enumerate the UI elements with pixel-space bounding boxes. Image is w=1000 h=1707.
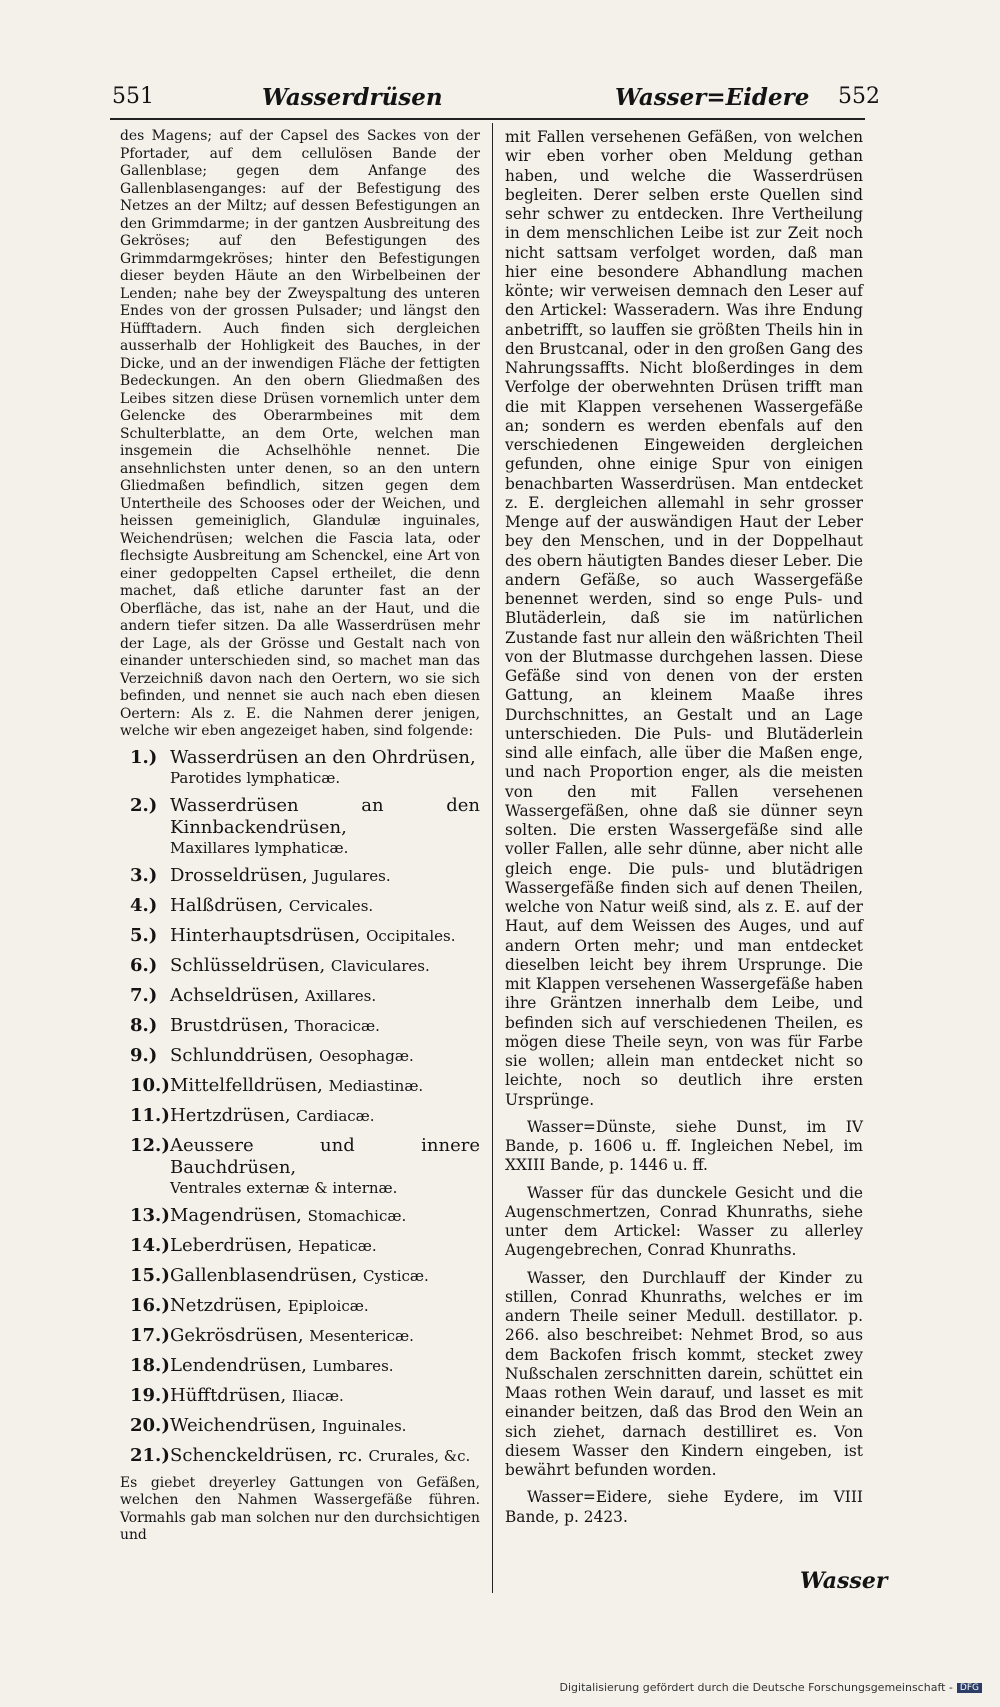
- gland-list-item: [120, 1445, 480, 1467]
- list-item-number: 12.): [130, 1134, 170, 1156]
- gland-list-item: [120, 1325, 480, 1347]
- list-item-number: 1.): [130, 746, 158, 768]
- gland-list-item: [120, 955, 480, 977]
- list-item-name: Lendendrüsen,: [170, 1354, 307, 1376]
- gland-list: [120, 747, 480, 1467]
- right-column: [505, 128, 863, 1527]
- list-item-name: Wasserdrüsen an den Kinnbackendrüsen,: [170, 794, 480, 838]
- left-outro-paragraph: Es giebet dreyerley Gattungen von Gefäßen, welchen den Nahmen Wassergefäße führen. Vormahls gab man solchen nur den durchsichtigen und: [120, 1474, 480, 1543]
- list-item-latin: Mesentericæ.: [309, 1326, 414, 1345]
- entry-wasser-duenste: Wasser=Dünste, siehe Dunst, im IV Bande, p. 1606 u. ff. Ingleichen Nebel, im XXIII Bande, p. 1446 u. ff.: [505, 1117, 863, 1175]
- entry-wasser-eidere: Wasser=Eidere, siehe Eydere, im VIII Bande, p. 2423.: [505, 1488, 863, 1526]
- list-item-name: Hüfftdrüsen,: [170, 1384, 287, 1406]
- left-intro-paragraph: des Magens; auf der Capsel des Sackes von der Pfortader, auf dem cellulösen Bande der Gallenblase; gegen dem Anfange des Gallenblasenganges: auf der Befestigung des Netzes an der Miltz; auf dessen Befestigungen an den Grimmdarme; in der gantzen Ausbreitung des Gekröses; auf den Befestigungen des Grimmdarmgekröses; hinter den Befestigungen dieser beyden Häute an den Wirbelbeinen der Lenden; nahe bey der Zweyspaltung des unteren Endes von der grossen Pulsader; und längst den Hüfftadern. Auch finden sich dergleichen ausserhalb der Hohligkeit des Bauches, in der Dicke, und an der inwendigen Fläche der fettigten Bedeckungen. An den obern Gliedmaßen des Leibes sitzen diese Drüsen vornemlich unter dem Gelencke des Oberarmbeines mit dem Schulterblatte, an dem Orte, welchen man insgemein die Achselhöhle nennet. Die ansehnlichsten unter denen, so an den untern Gliedmaßen befindlich, sitzen gegen dem Untertheile des Schooses oder der Weichen, und heissen gemeiniglich, Glandulæ inguinales, Weichendrüsen; welchen die Fascia lata, oder flechsigte Ausbreitung am Schenckel, eine Art von einer gedoppelten Capsel ertheilet, die denn machet, daß etliche darunter fast an der Oberfläche, das ist, nahe an der Haut, und die andern tiefer sitzen. Da alle Wasserdrüsen mehr der Lage, als der Grösse und Gestalt nach von einander unterschieden sind, so machet man das Verzeichniß davon nach den Oertern, wo sie sich befinden, und nennet sie auch nach eben diesen Oertern: Als z. E. die Nahmen derer jenigen, welche wir eben angezeiget haben, sind folgende:: [120, 128, 480, 739]
- gland-list-item: [120, 1385, 480, 1407]
- gland-list-item: [120, 1235, 480, 1257]
- list-item-latin: Hepaticæ.: [298, 1236, 377, 1255]
- list-item-latin: Maxillares lymphaticæ.: [170, 838, 349, 857]
- gland-list-item: [120, 1205, 480, 1227]
- dfg-logo: DFG: [957, 1683, 982, 1693]
- list-item-number: 6.): [130, 954, 158, 976]
- list-item-number: 9.): [130, 1044, 158, 1066]
- list-item-number: 7.): [130, 984, 158, 1006]
- list-item-latin: Claviculares.: [330, 956, 430, 975]
- list-item-number: 2.): [130, 794, 158, 816]
- list-item-number: 13.): [130, 1204, 170, 1226]
- left-column: [120, 128, 480, 1545]
- entry-wasser-durchlauff: Wasser, den Durchlauff der Kinder zu stillen, Conrad Khunraths, welches er im andern Theile seiner Medull. destillator. p. 266. also beschreibet: Nehmet Brod, so aus dem Backofen frisch kommt, stecket zwey Nußschalen zerschnitten darein, schüttet ein Maas rothen Wein darauf, und lasset es mit einander beitzen, daß das Brod den Wein an sich ziehet, darnach destilliret es. Von diesem Wasser den Kindern eingeben, ist bewährt befunden worden.: [505, 1268, 863, 1479]
- list-item-latin: Occipitales.: [366, 926, 456, 945]
- list-item-latin: Thoracicæ.: [294, 1016, 380, 1035]
- list-item-number: 5.): [130, 924, 158, 946]
- gland-list-item: [120, 1075, 480, 1097]
- catchword: Wasser: [800, 1568, 888, 1594]
- list-item-number: 18.): [130, 1354, 170, 1376]
- gland-list-item: [120, 1415, 480, 1437]
- entry-wasser-dunckele-gesicht: Wasser für das dunckele Gesicht und die Augenschmertzen, Conrad Khunraths, siehe unter dem Artickel: Wasser zu allerley Augengebrechen, Conrad Khunraths.: [505, 1183, 863, 1260]
- gland-list-item: [120, 747, 480, 787]
- right-running-title: Wasser=Eidere: [615, 84, 810, 111]
- list-item-number: 17.): [130, 1324, 170, 1346]
- right-page-number: 552: [838, 84, 880, 109]
- list-item-number: 20.): [130, 1414, 170, 1436]
- list-item-latin: Crurales, &c.: [368, 1446, 471, 1465]
- list-item-name: Schlunddrüsen,: [170, 1044, 314, 1066]
- list-item-latin: Oesophagæ.: [319, 1046, 414, 1065]
- list-item-latin: Cysticæ.: [363, 1266, 429, 1285]
- list-item-number: 8.): [130, 1014, 158, 1036]
- list-item-latin: Mediastinæ.: [328, 1076, 424, 1095]
- left-running-title: Wasserdrüsen: [262, 84, 443, 111]
- column-divider: [492, 123, 493, 1593]
- list-item-latin: Cardiacæ.: [296, 1106, 375, 1125]
- list-item-name: Weichendrüsen,: [170, 1414, 317, 1436]
- list-item-latin: Axillares.: [304, 986, 377, 1005]
- right-continuation-paragraph: mit Fallen versehenen Gefäßen, von welchen wir eben vorher oben Meldung gethan haben, und welche die Wasserdrüsen begleiten. Derer selben erste Quellen sind sehr schwer zu entdecken. Ihre Vertheilung in dem menschlichen Leibe ist zur Zeit noch nicht sattsam verfolget worden, daß man hier eine besondere Abhandlung machen könte; wir verweisen demnach den Leser auf den Artickel: Wasseradern. Was ihre Endung anbetrifft, so lauffen sie größten Theils hin in den Brustcanal, oder in den großen Gang des Nahrungssaffts. Nicht bloßerdinges in dem Verfolge der oberwehnten Drüsen trifft man die mit Klappen versehenen Wassergefäße an; sondern es werden ebenfals auf den verschiedenen Eingeweiden dergleichen gefunden, ohne einige Spur von einigen benachbarten Wasserdrüsen. Man entdecket z. E. dergleichen allemahl in sehr grosser Menge auf der auswändigen Haut der Leber bey den Menschen, und in der Doppelhaut des obern häutigten Bandes dieser Leber. Die andern Gefäße, so auch Wassergefäße benennet werden, sind so enge Puls- und Blutäderlein, daß sie im natürlichen Zustande fast nur allein den wäßrichten Theil von der Blutmasse durchgehen lassen. Diese Gefäße sind von denen von der ersten Gattung, an kleinem Maaße ihres Durchschnittes, an Gestalt und an Lage unterschieden. Die Puls- und Blutäderlein sind alle einfach, alle über die Maßen enge, und nach Proportion enger, als die meisten von den mit Fallen versehenen Wassergefäßen, ohne daß sie dünner seyn solten. Die ersten Wassergefäße sind alle voller Fallen, alle sehr dünne, aber nicht alle gleich enge. Die puls- und blutädrigen Wassergefäße finden sich auf denen Theilen, welche von Natur weiß sind, als z. E. auf der Haut, auf dem Weissen des Auges, und auf andern Orten mehr; und man entdecket dieselben leicht bey ihrem Ursprunge. Die mit Klappen versehenen Wassergefäße haben ihre Gräntzen innerhalb dem Leibe, und befinden sich auf verschiedenen Theilen, es mögen diese Theile seyn, von was für Farbe sie wollen; allein man entdecket nicht so leichte, noch so deutlich ihre ersten Ursprünge.: [505, 128, 863, 1109]
- list-item-number: 19.): [130, 1384, 170, 1406]
- list-item-name: Halßdrüsen,: [170, 894, 284, 916]
- list-item-name: Aeussere und innere Bauchdrüsen,: [170, 1134, 480, 1178]
- list-item-name: Achseldrüsen,: [170, 984, 300, 1006]
- list-item-number: 11.): [130, 1104, 170, 1126]
- gland-list-item: [120, 795, 480, 857]
- list-item-name: Netzdrüsen,: [170, 1294, 283, 1316]
- list-item-name: Schenckeldrüsen, rc.: [170, 1444, 363, 1466]
- footer-credit: [560, 1681, 982, 1694]
- gland-list-item: [120, 1015, 480, 1037]
- list-item-name: Brustdrüsen,: [170, 1014, 289, 1036]
- list-item-latin: Inguinales.: [322, 1416, 407, 1435]
- gland-list-item: [120, 865, 480, 887]
- gland-list-item: [120, 1295, 480, 1317]
- list-item-name: Mittelfelldrüsen,: [170, 1074, 323, 1096]
- header-rule: [110, 118, 865, 120]
- list-item-name: Wasserdrüsen an den Ohrdrüsen,: [170, 746, 476, 768]
- list-item-name: Magendrüsen,: [170, 1204, 302, 1226]
- list-item-latin: Epiploicæ.: [287, 1296, 369, 1315]
- gland-list-item: [120, 1135, 480, 1197]
- gland-list-item: [120, 925, 480, 947]
- gland-list-item: [120, 1355, 480, 1377]
- list-item-number: 10.): [130, 1074, 170, 1096]
- list-item-latin: Parotides lymphaticæ.: [170, 768, 341, 787]
- gland-list-item: [120, 1265, 480, 1287]
- list-item-number: 21.): [130, 1444, 170, 1466]
- list-item-number: 16.): [130, 1294, 170, 1316]
- list-item-latin: Stomachicæ.: [307, 1206, 407, 1225]
- gland-list-item: [120, 895, 480, 917]
- list-item-number: 15.): [130, 1264, 170, 1286]
- list-item-name: Drosseldrüsen,: [170, 864, 308, 886]
- list-item-name: Gallenblasendrüsen,: [170, 1264, 358, 1286]
- list-item-latin: Lumbares.: [312, 1356, 394, 1375]
- list-item-number: 3.): [130, 864, 158, 886]
- list-item-latin: Ventrales externæ & internæ.: [170, 1178, 398, 1197]
- list-item-name: Schlüsseldrüsen,: [170, 954, 326, 976]
- left-page-number: 551: [112, 84, 154, 109]
- list-item-name: Leberdrüsen,: [170, 1234, 293, 1256]
- footer-credit-text: Digitalisierung gefördert durch die Deutsche Forschungsgemeinschaft -: [559, 1681, 953, 1694]
- list-item-name: Gekrösdrüsen,: [170, 1324, 304, 1346]
- gland-list-item: [120, 985, 480, 1007]
- list-item-name: Hertzdrüsen,: [170, 1104, 291, 1126]
- list-item-latin: Cervicales.: [288, 896, 374, 915]
- gland-list-item: [120, 1045, 480, 1067]
- gland-list-item: [120, 1105, 480, 1127]
- list-item-latin: Jugulares.: [313, 866, 391, 885]
- list-item-latin: Iliacæ.: [291, 1386, 344, 1405]
- list-item-number: 4.): [130, 894, 158, 916]
- list-item-name: Hinterhauptsdrüsen,: [170, 924, 361, 946]
- list-item-number: 14.): [130, 1234, 170, 1256]
